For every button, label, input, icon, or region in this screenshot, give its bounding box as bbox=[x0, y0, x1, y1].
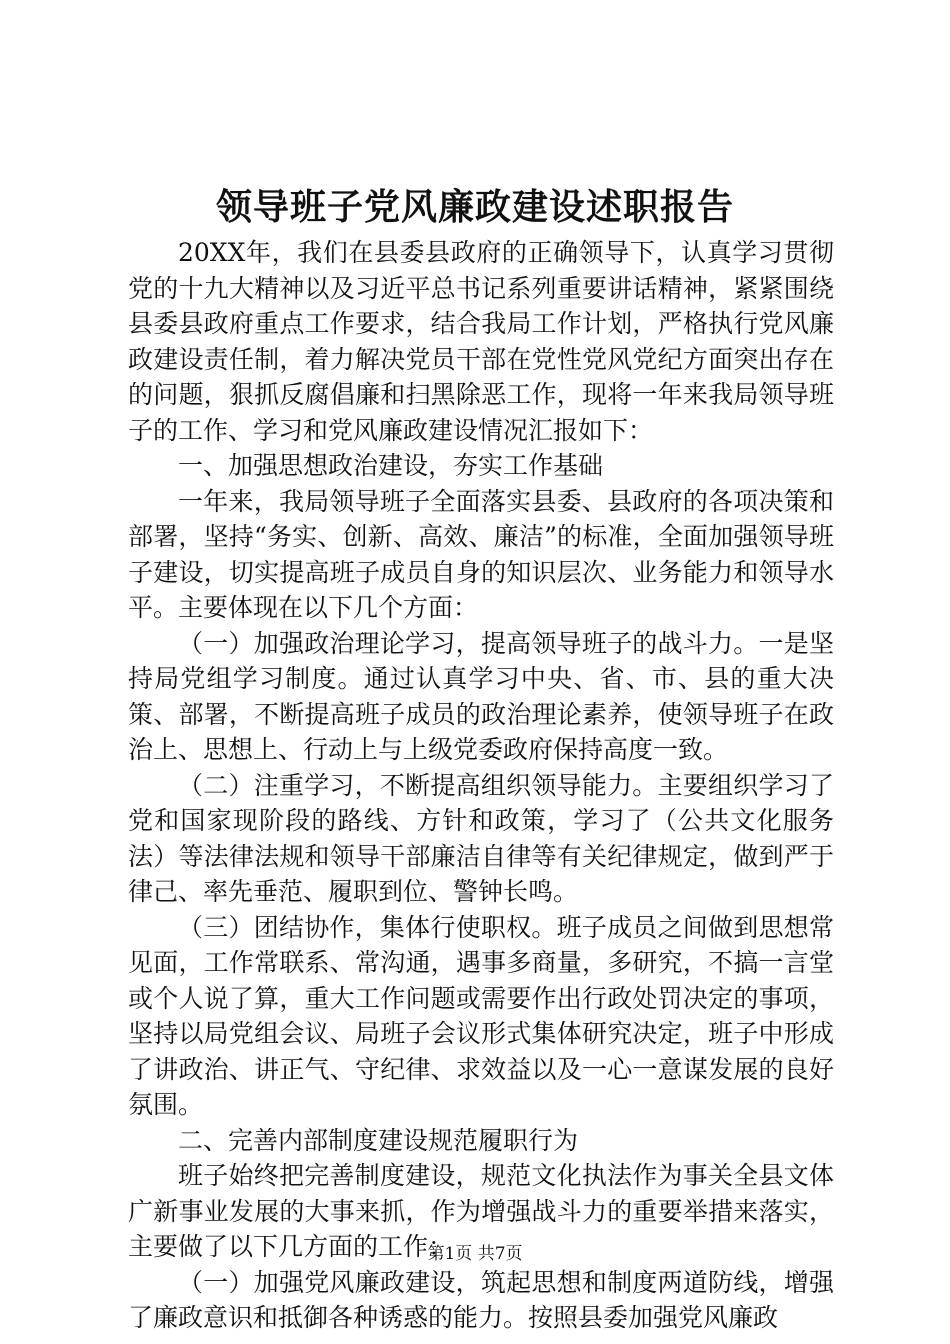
paragraph-section-2-intro: 班子始终把完善制度建设，规范文化执法作为事关全县文体广新事业发展的大事来抓，作为增强战斗力的重要举措来落实，主要做了以下几方面的工作： bbox=[128, 1161, 834, 1261]
paragraph-intro: 20XX年，我们在县委县政府的正确领导下，认真学习贯彻党的十九大精神以及习近平总书记系列重要讲话精神，紧紧围绕县委县政府重点工作要求，结合我局工作计划，严格执行党风廉政建设责任制，着力解决党员干部在党性党风党纪方面突出存在的问题，狠抓反腐倡廉和扫黑除恶工作，现将一年来我局领导班子的工作、学习和党风廉政建设情况汇报如下： bbox=[128, 238, 834, 445]
document-title: 领导班子党风廉政建设述职报告 bbox=[215, 186, 734, 228]
paragraph-section-2-item-1: （一）加强党风廉政建设，筑起思想和制度两道防线，增强了廉政意识和抵御各种诱惑的能力。按照县委加强党风廉政 bbox=[128, 1267, 834, 1332]
section-heading-2: 二、完善内部制度建设规范履职行为 bbox=[178, 1125, 579, 1155]
paragraph-item-2: （二）注重学习，不断提高组织领导能力。主要组织学习了党和国家现阶段的路线、方针和政策，学习了（公共文化服务法）等法律法规和领导干部廉洁自律等有关纪律规定，做到严于律己、率先垂范、履职到位、警钟长鸣。 bbox=[128, 770, 834, 906]
section-heading-1: 一、加强思想政治建设，夯实工作基础 bbox=[178, 451, 604, 480]
paragraph-section-1-intro: 一年来，我局领导班子全面落实县委、县政府的各项决策和部署，坚持“务实、创新、高效、廉洁”的标准，全面加强领导班子建设，切实提高班子成员自身的知识层次、业务能力和领导水平。主要体现在以下几个方面： bbox=[128, 486, 834, 622]
paragraph-item-3: （三）团结协作，集体行使职权。班子成员之间做到思想常见面，工作常联系、常沟通，遇事多商量，多研究，不搞一言堂或个人说了算，重大工作问题或需要作出行政处罚决定的事项，坚持以局党组会议、局班子会议形式集体研究决定，班子中形成了讲政治、讲正气、守纪律、求效益以及一心一意谋发展的良好氛围。 bbox=[128, 912, 834, 1119]
document-body bbox=[128, 235, 834, 1336]
paragraph-item-1: （一）加强政治理论学习，提高领导班子的战斗力。一是坚持局党组学习制度。通过认真学习中央、省、市、县的重大决策、部署，不断提高班子成员的政治理论素养，使领导班子在政治上、思想上、行动上与上级党委政府保持高度一致。 bbox=[128, 628, 834, 764]
page-number-footer: 第1页 共7页 bbox=[427, 1244, 523, 1264]
